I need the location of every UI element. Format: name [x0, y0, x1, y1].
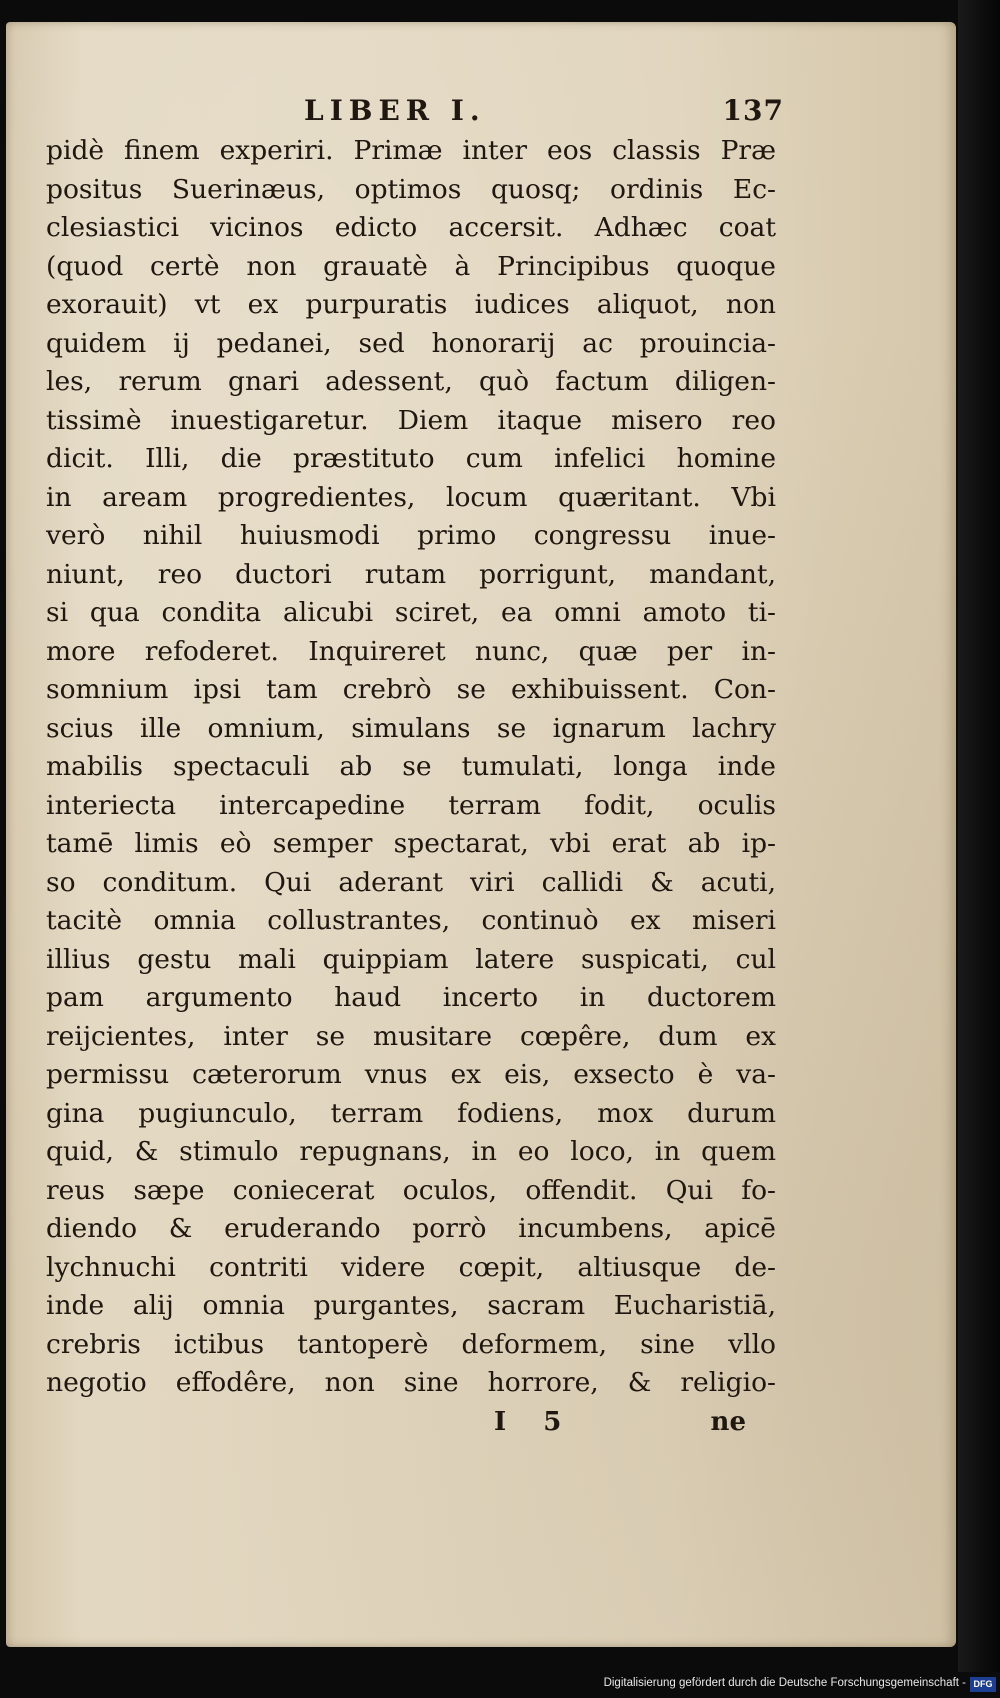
text-line: gina pugiunculo, terram fodiens, mox durum — [46, 1097, 776, 1129]
page-footer — [46, 1403, 776, 1443]
text-line: somnium ipsi tam crebrò se exhibuissent. Con- — [46, 674, 776, 705]
book-edge — [958, 0, 1000, 1672]
text-line: reus sæpe coniecerat oculos, offendit. Qui fo- — [46, 1174, 776, 1206]
text-line: interiecta intercapedine terram fodit, oculis — [46, 789, 776, 821]
text-line: inde alij omnia purgantes, sacram Eucharistiā, — [46, 1290, 776, 1321]
text-block — [46, 86, 784, 1443]
body-text — [46, 132, 776, 1403]
text-line: pam argumento haud incerto in ductorem — [46, 982, 776, 1013]
text-line: (quod certè non grauatè à Principibus quoque — [46, 250, 776, 282]
catchword: ne — [710, 1406, 746, 1437]
text-line: negotio effodêre, non sine horrore, & religio- — [46, 1367, 776, 1398]
text-line: diendo & eruderando porrò incumbens, apicē — [46, 1213, 776, 1244]
text-line: more refoderet. Inquireret nunc, quæ per in- — [46, 635, 776, 667]
page-number: 137 — [722, 94, 784, 127]
text-line: quid, & stimulo repugnans, in eo loco, in quem — [46, 1136, 776, 1167]
text-line: scius ille omnium, simulans se ignarum lachry — [46, 712, 776, 744]
text-line: positus Suerinæus, optimos quosq; ordinis Ec- — [46, 173, 776, 205]
text-line: tissimè inuestigaretur. Diem itaque misero reo — [46, 404, 776, 436]
signature-mark: I 5 — [494, 1406, 576, 1437]
text-line: reijcientes, inter se musitare cœpêre, dum ex — [46, 1020, 776, 1052]
text-line: mabilis spectaculi ab se tumulati, longa inde — [46, 751, 776, 782]
credit-text: Digitalisierung gefördert durch die Deutsche Forschungsgemeinschaft - — [603, 1677, 966, 1689]
text-line: crebris ictibus tantoperè deformem, sine vllo — [46, 1328, 776, 1360]
text-line: pidè finem experiri. Primæ inter eos classis Præ — [46, 135, 776, 166]
text-line: so conditum. Qui aderant viri callidi & acuti, — [46, 866, 776, 898]
text-line: exorauit) vt ex purpuratis iudices aliquot, non — [46, 289, 776, 320]
text-line: quidem ij pedanei, sed honorarij ac prouincia- — [46, 327, 776, 359]
book-page — [6, 22, 956, 1647]
text-line: in aream progredientes, locum quæritant. Vbi — [46, 481, 776, 513]
dfg-logo: DFG — [970, 1677, 996, 1692]
text-line: clesiastici vicinos edicto accersit. Adhæc coat — [46, 212, 776, 243]
text-line: dicit. Illi, die præstituto cum infelici homine — [46, 443, 776, 474]
text-line: les, rerum gnari adessent, quò factum diligen- — [46, 366, 776, 397]
text-line: tamē limis eò semper spectarat, vbi erat ab ip- — [46, 828, 776, 859]
text-line: illius gestu mali quippiam latere suspicati, cul — [46, 943, 776, 975]
text-line: niunt, reo ductori rutam porrigunt, mandant, — [46, 558, 776, 590]
text-line: lychnuchi contriti videre cœpit, altiusque de- — [46, 1251, 776, 1283]
text-line: si qua condita alicubi sciret, ea omni amoto ti- — [46, 597, 776, 628]
text-line: verò nihil huiusmodi primo congressu inue- — [46, 520, 776, 551]
running-title: LIBER I. — [304, 94, 486, 127]
text-line: permissu cæterorum vnus ex eis, exsecto è va- — [46, 1059, 776, 1090]
running-head — [46, 86, 784, 132]
text-line: tacitè omnia collustrantes, continuò ex miseri — [46, 905, 776, 936]
credit-bar — [0, 1672, 1000, 1698]
